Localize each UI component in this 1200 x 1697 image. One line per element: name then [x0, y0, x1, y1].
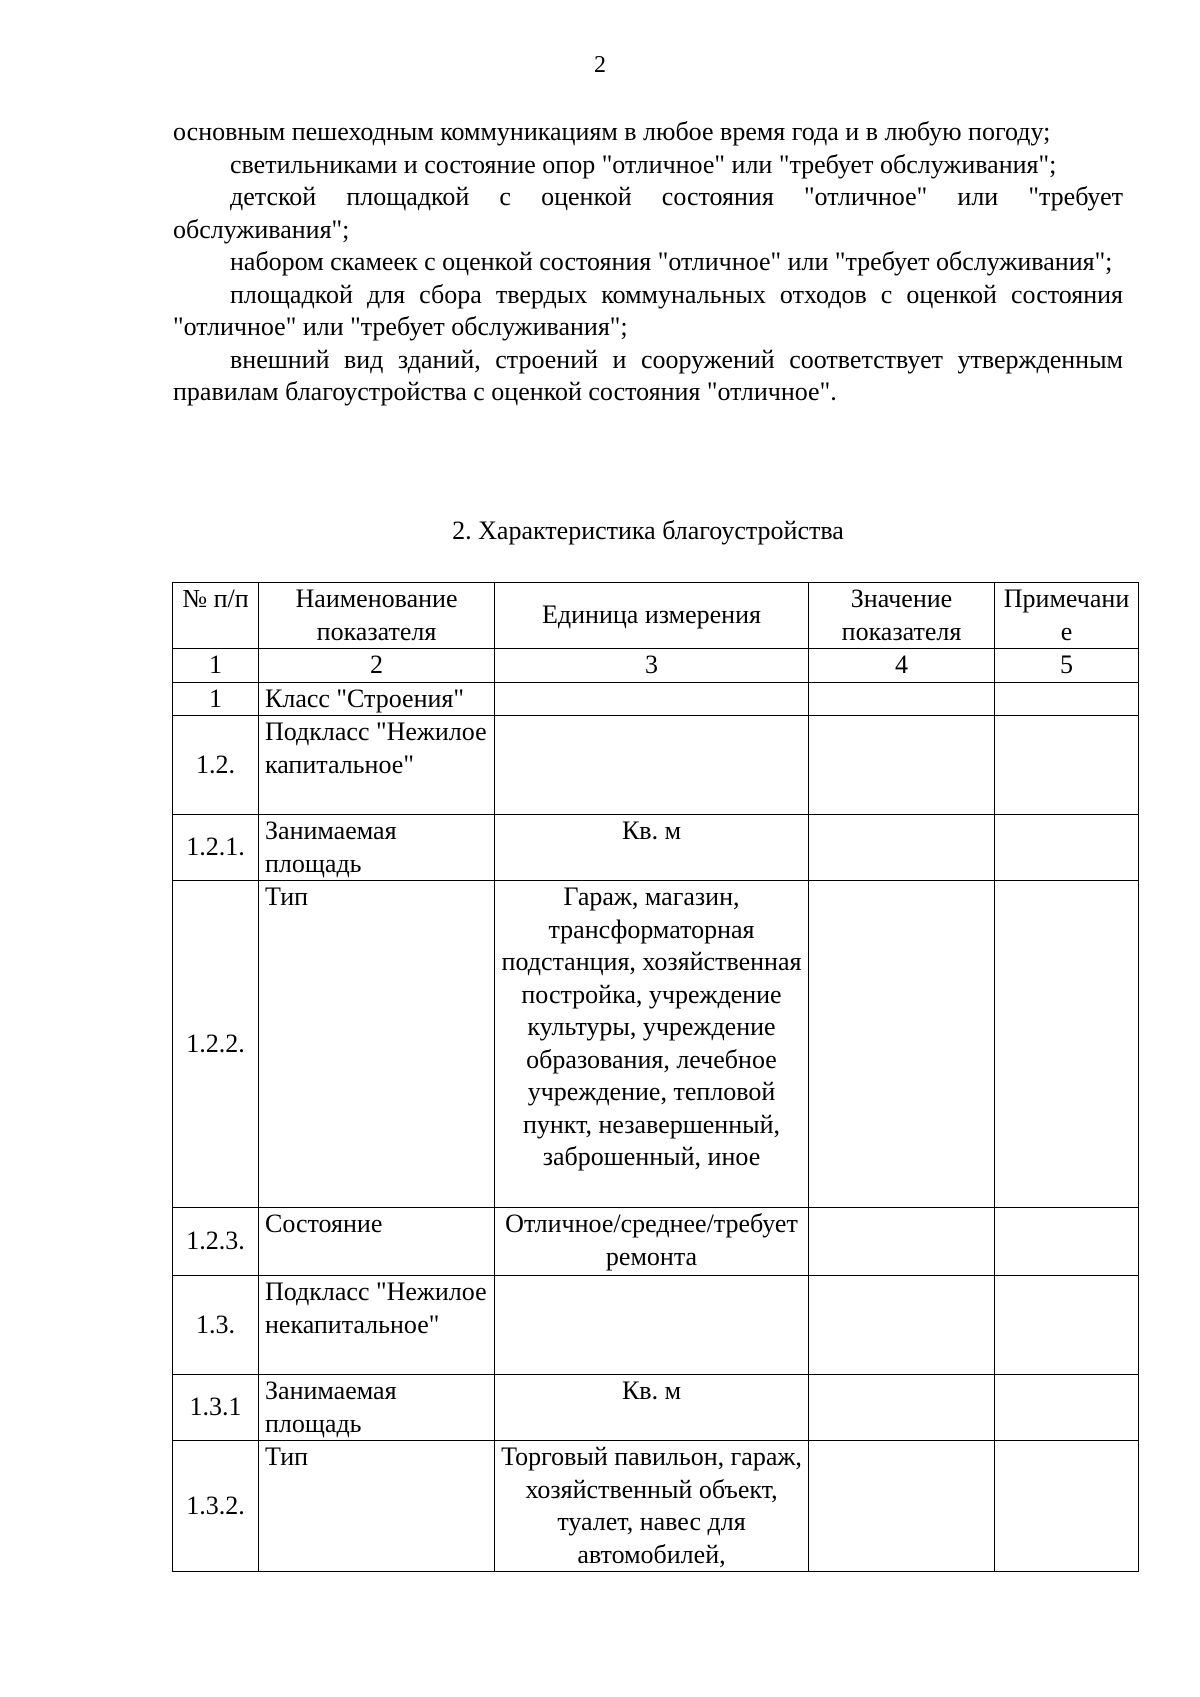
row-num: 1.2.2. [173, 881, 259, 1208]
row-note [995, 1276, 1139, 1375]
header-note: Примечание [995, 583, 1139, 649]
row-note [995, 881, 1139, 1208]
row-unit: Кв. м [495, 1375, 809, 1441]
body-text [173, 116, 1123, 409]
row-num: 1 [173, 682, 259, 716]
row-unit: Гараж, магазин, трансформаторная подстанция, хозяйственная постройка, учреждение культуры, учреждение образования, лечебное учреждение, тепловой пункт, незавершенный, заброшенный, иное [495, 881, 809, 1208]
page-number: 2 [594, 52, 606, 78]
table-row [173, 881, 1139, 1208]
table-row [173, 1276, 1139, 1375]
header-value: Значение показателя [809, 583, 995, 649]
table-row [173, 716, 1139, 815]
row-name: Тип [259, 1441, 495, 1572]
row-unit: Кв. м [495, 815, 809, 881]
row-num: 1.2. [173, 716, 259, 815]
section-title: 2. Характеристика благоустройства [452, 516, 844, 545]
header-name: Наименование показателя [259, 583, 495, 649]
row-unit [495, 716, 809, 815]
header-num: № п/п [173, 583, 259, 649]
row-note [995, 716, 1139, 815]
row-value [809, 1375, 995, 1441]
row-name: Тип [259, 881, 495, 1208]
paragraph-buildings: внешний вид зданий, строений и сооружений соответствует утвержденным правилам благоустройства с оценкой состояния "отличное". [173, 344, 1123, 406]
row-value [809, 682, 995, 716]
column-number-3: 3 [495, 649, 809, 683]
row-value [809, 716, 995, 815]
row-value [809, 881, 995, 1208]
row-value [809, 1441, 995, 1572]
table-header-row [173, 583, 1139, 649]
column-number-5: 5 [995, 649, 1139, 683]
row-unit [495, 682, 809, 716]
row-num: 1.3.1 [173, 1375, 259, 1441]
paragraph-waste-area: площадкой для сбора твердых коммунальных отходов с оценкой состояния "отличное" или "требует обслуживания"; [173, 279, 1123, 341]
row-num: 1.2.3. [173, 1208, 259, 1276]
row-name: Подкласс "Нежилое некапитальное" [259, 1276, 495, 1375]
row-name: Занимаемая площадь [259, 815, 495, 881]
paragraph-lights: светильниками и состояние опор "отличное" или "требует обслуживания"; [230, 149, 1057, 179]
row-name: Подкласс "Нежилое капитальное" [259, 716, 495, 815]
paragraph-pedestrian: основным пешеходным коммуникациям в любое время года и в любую погоду; [173, 117, 1051, 146]
row-name: Класс "Строения" [259, 682, 495, 716]
row-value [809, 1208, 995, 1276]
row-value [809, 1276, 995, 1375]
table-row [173, 815, 1139, 881]
table-row [173, 1208, 1139, 1276]
column-number-1: 1 [173, 649, 259, 683]
row-num: 1.3.2. [173, 1441, 259, 1572]
row-num: 1.3. [173, 1276, 259, 1375]
row-name: Состояние [259, 1208, 495, 1276]
row-name: Занимаемая площадь [259, 1375, 495, 1441]
row-note [995, 815, 1139, 881]
row-note [995, 1375, 1139, 1441]
table-row [173, 1441, 1139, 1572]
row-num: 1.2.1. [173, 815, 259, 881]
row-unit [495, 1276, 809, 1375]
row-note [995, 1441, 1139, 1572]
characteristics-table [172, 582, 1139, 1572]
column-number-2: 2 [259, 649, 495, 683]
column-number-4: 4 [809, 649, 995, 683]
row-note [995, 682, 1139, 716]
paragraph-benches: набором скамеек с оценкой состояния "отличное" или "требует обслуживания"; [230, 247, 1113, 276]
header-unit: Единица измерения [495, 583, 809, 649]
paragraph-playground: детской площадкой с оценкой состояния "отличное" или "требует обслуживания"; [173, 182, 1123, 244]
table-row [173, 1375, 1139, 1441]
row-unit: Торговый павильон, гараж, хозяйственный объект, туалет, навес для автомобилей, [495, 1441, 809, 1572]
table-row [173, 682, 1139, 716]
row-unit: Отличное/среднее/требует ремонта [495, 1208, 809, 1276]
column-number-row [173, 649, 1139, 683]
row-note [995, 1208, 1139, 1276]
row-value [809, 815, 995, 881]
